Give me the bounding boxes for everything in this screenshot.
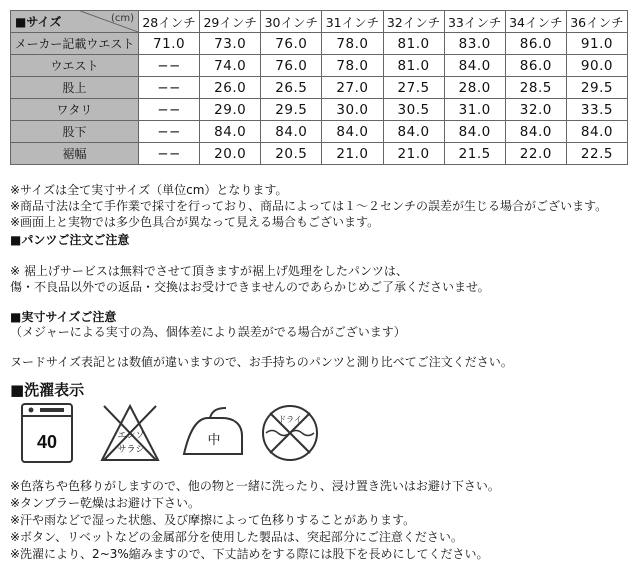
bleach-text-1: エンソ (117, 431, 145, 441)
size-value: 21.5 (444, 143, 505, 165)
size-value: 76.0 (261, 55, 322, 77)
size-table-body (11, 33, 628, 165)
size-header: 30インチ (261, 11, 322, 33)
size-value: 81.0 (383, 33, 444, 55)
size-value: 84.0 (322, 121, 383, 143)
note-line: ※商品寸法は全て手作業で採寸を行っており、商品によっては１～２センチの誤差が生じる場合がございます。 (10, 199, 608, 213)
size-value: 29.5 (566, 77, 627, 99)
size-value: 21.0 (383, 143, 444, 165)
size-value: 32.0 (505, 99, 566, 121)
actual-size-line: （メジャーによる実寸の為、個体差により誤差がでる場合がございます） (10, 325, 406, 339)
size-value: 33.5 (566, 99, 627, 121)
size-header-row (11, 11, 628, 33)
iron-medium-icon (178, 402, 248, 464)
no-dry-clean-icon (258, 402, 322, 464)
size-table (10, 10, 628, 165)
size-header: 28インチ (139, 11, 200, 33)
size-value: 29.0 (200, 99, 261, 121)
row-label: メーカー記載ウエスト (11, 33, 139, 55)
size-value: 78.0 (322, 55, 383, 77)
size-value: 83.0 (444, 33, 505, 55)
pants-order-heading: ■パンツご注文ご注意 (10, 233, 130, 247)
no-bleach-icon (98, 402, 162, 464)
size-value: 84.0 (444, 121, 505, 143)
row-label: 裾幅 (11, 143, 139, 165)
size-value: 76.0 (261, 33, 322, 55)
size-value: 84.0 (566, 121, 627, 143)
actual-size-line: ヌードサイズ表記とは数値が違いますので、お手持ちのパンツと測り比べてご注文ください。 (10, 355, 513, 369)
size-header: 33インチ (444, 11, 505, 33)
washing-note: ※ボタン、リベットなどの金属部分を使用した製品は、突起部分にご注意ください。 (10, 530, 463, 544)
size-row (11, 143, 628, 165)
pants-order-line: 傷・不良品以外での返品・交換はお受けできませんのであらかじめご了承くださいませ。 (10, 280, 490, 294)
dry-text: ドライ (278, 415, 302, 424)
size-value: 26.5 (261, 77, 322, 99)
size-value: 26.0 (200, 77, 261, 99)
size-header: 36インチ (566, 11, 627, 33)
size-value: 86.0 (505, 33, 566, 55)
bleach-text-2: サラシ (117, 445, 145, 455)
washing-note: ※色落ちや色移りがしますので、他の物と一緒に洗ったり、浸け置き洗いはお避け下さい。 (10, 479, 500, 493)
row-label: ワタリ (11, 99, 139, 121)
size-row (11, 55, 628, 77)
size-value: −− (139, 99, 200, 121)
size-value: 27.5 (383, 77, 444, 99)
size-value: 20.0 (200, 143, 261, 165)
size-value: 27.0 (322, 77, 383, 99)
size-value: 78.0 (322, 33, 383, 55)
size-value: 28.5 (505, 77, 566, 99)
size-header: 34インチ (505, 11, 566, 33)
size-value: 84.0 (505, 121, 566, 143)
row-label: 股上 (11, 77, 139, 99)
size-header: 31インチ (322, 11, 383, 33)
washing-note: ※汗や雨などで湿った状態、及び摩擦によって色移りすることがあります。 (10, 513, 416, 527)
washing-note: ※タンブラー乾燥はお避け下さい。 (10, 496, 201, 510)
size-value: 29.5 (261, 99, 322, 121)
size-value: 31.0 (444, 99, 505, 121)
size-value: 20.5 (261, 143, 322, 165)
wash-temp-text: 40 (36, 432, 58, 452)
wash-machine-40-icon (18, 402, 76, 464)
size-value: 30.5 (383, 99, 444, 121)
unit-label: (cm) (110, 13, 134, 24)
size-label: ■サイズ (15, 15, 62, 29)
size-header: 32インチ (383, 11, 444, 33)
size-value: 22.0 (505, 143, 566, 165)
size-value: 71.0 (139, 33, 200, 55)
size-row (11, 33, 628, 55)
size-value: 84.0 (261, 121, 322, 143)
size-value: −− (139, 143, 200, 165)
size-value: 74.0 (200, 55, 261, 77)
size-value: 73.0 (200, 33, 261, 55)
size-value: 81.0 (383, 55, 444, 77)
note-line: ※画面上と実物では多少色具合が異なって見える場合もございます。 (10, 215, 380, 229)
row-label: 股下 (11, 121, 139, 143)
size-value: 84.0 (383, 121, 444, 143)
note-line: ※サイズは全て実寸サイズ（単位cm）となります。 (10, 183, 288, 197)
size-row (11, 121, 628, 143)
actual-size-heading: ■実寸サイズご注意 (10, 310, 117, 324)
size-value: 30.0 (322, 99, 383, 121)
iron-text: 中 (207, 433, 221, 448)
size-value: 86.0 (505, 55, 566, 77)
washing-note: ※洗濯により、2~3%縮みますので、下丈詰めをする際には股下を長めにしてください。 (10, 547, 489, 561)
pants-order-line: ※ 裾上げサービスは無料でさせて頂きますが裾上げ処理をしたパンツは、 (10, 264, 408, 278)
size-value: −− (139, 77, 200, 99)
size-header: 29インチ (200, 11, 261, 33)
washing-title: ■洗濯表示 (10, 381, 85, 399)
size-row (11, 77, 628, 99)
size-value: 28.0 (444, 77, 505, 99)
size-value: 22.5 (566, 143, 627, 165)
size-value: −− (139, 121, 200, 143)
size-value: −− (139, 55, 200, 77)
size-table-corner (11, 11, 139, 33)
size-value: 21.0 (322, 143, 383, 165)
size-value: 90.0 (566, 55, 627, 77)
size-row (11, 99, 628, 121)
size-value: 84.0 (200, 121, 261, 143)
size-value: 91.0 (566, 33, 627, 55)
row-label: ウエスト (11, 55, 139, 77)
size-value: 84.0 (444, 55, 505, 77)
